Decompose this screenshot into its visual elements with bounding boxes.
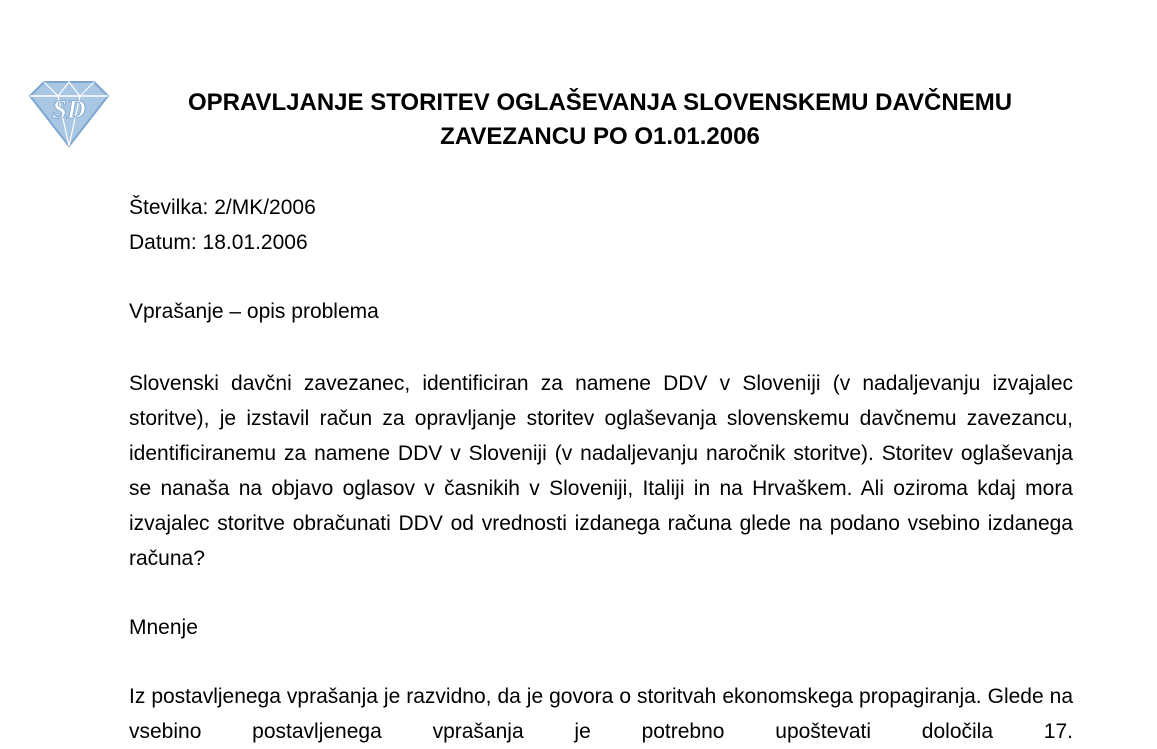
title-line-1: OPRAVLJANJE STORITEV OGLAŠEVANJA SLOVENSKEMU DAVČNEMU [187,89,1013,116]
logo-lettering: SD [52,95,86,124]
document-date: Datum: 18.01.2006 [129,231,308,254]
title-line-2: ZAVEZANCU PO O1.01.2006 [440,123,760,150]
document-number: Številka: 2/MK/2006 [129,196,316,219]
diamond-sd-logo-icon [28,78,110,150]
question-paragraph: Slovenski davčni zavezanec, identificiran za namene DDV v Sloveniji (v nadaljevanju izvajalec storitve), je izstavil račun za opravljanje storitev oglaševanja slovenskemu davčnemu zavezancu, identificiranemu za namene DDV v Sloveniji (v nadaljevanju naročnik storitve). Storitev oglaševanja se nanaša na objavo oglasov v časnikih v Sloveniji, Italiji in na Hrvaškem. Ali oziroma kdaj mora izvajalec storitve obračunati DDV od vrednosti izdanega računa glede na podano vsebino izdanega računa? [129,372,1073,570]
question-heading: Vprašanje – opis problema [129,300,379,323]
document-title [128,86,1072,154]
opinion-heading: Mnenje [129,616,198,639]
opinion-paragraph: Iz postavljenega vprašanja je razvidno, da je govora o storitvah ekonomskega propagiranja. Glede na vsebino postavljenega vprašanja je potrebno upoštevati določila 17. [129,685,1073,743]
